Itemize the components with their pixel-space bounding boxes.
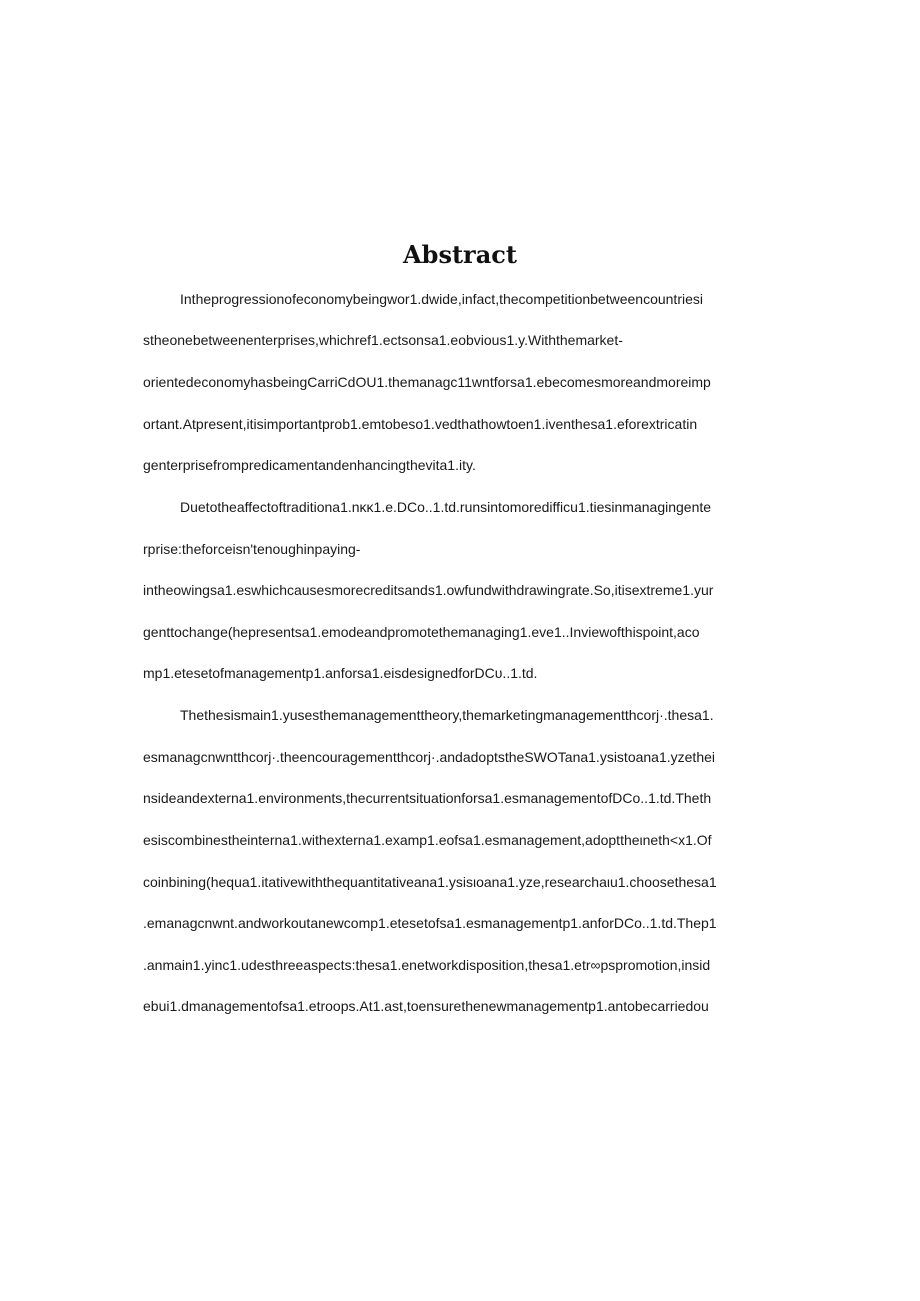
paragraph-1-line-2: stheonebetweenenterprises,whichref1.ectsonsa1.eobvious1.y.Withthemarket- [143, 332, 623, 348]
paragraph-2-line-2: rprise:theforceisn'tenoughinpaying- [143, 541, 361, 557]
paragraph-1-line-1: Intheprogressionofeconomybeingwor1.dwide,infact,thecompetitionbetweencountriesi [180, 291, 703, 307]
paragraph-3-line-3: nsideandexterna1.environments,thecurrentsituationforsa1.esmanagementofDCo..1.td.Theth [143, 790, 712, 806]
paragraph-1-line-3: orientedeconomyhasbeingCarriCdOU1.themanagc11wntforsa1.ebecomesmoreandmoreimp [143, 374, 711, 390]
paragraph-3-line-2: esmanagcnwntthcorj·.theencouragementthcorj·.andadoptstheSWOTana1.ysistoana1.yzethei [143, 749, 715, 765]
paragraph-3-line-8: ebui1.dmanagementofsa1.etroops.At1.ast,toensurethenewmanagementp1.antobecarriedou [143, 998, 709, 1014]
paragraph-3-line-6: .emanagcnwnt.andworkoutanewcomp1.etesetofsa1.esmanagementp1.anforDCo..1.td.Thep1 [143, 915, 717, 931]
paragraph-3-line-7: .anmain1.yinc1.udesthreeaspects:thesa1.enetworkdisposition,thesa1.etr∞pspromotion,insid [143, 957, 711, 973]
paragraph-2-line-3: intheowingsa1.eswhichcausesmorecreditsands1.owfundwithdrawingrate.So,itisextreme1.yur [143, 582, 714, 598]
paragraph-2-line-1: Duetotheaffectoftraditiona1.nκκ1.e.DCo..1.td.runsintomoredifficu1.tiesinmanagingente [180, 499, 712, 515]
paragraph-2-line-4: genttochange(hepresentsa1.emodeandpromotethemanaging1.eve1..Inviewofthispoint,aco [143, 624, 700, 640]
paragraph-2-line-5: mp1.etesetofmanagementp1.anforsa1.eisdesignedforDCυ..1.td. [143, 665, 538, 681]
paragraph-3-line-1: Thethesismain1.yusesthemanagementtheory,themarketingmanagementthcorj·.thesa1. [180, 707, 714, 723]
paragraph-1-line-5: genterprisefrompredicamentandenhancingthevita1.ity. [143, 457, 476, 473]
page-title: Abstract [403, 240, 517, 269]
paragraph-1-line-4: ortant.Atpresent,itisimportantprob1.emtobeso1.vedthathowtoen1.iventhesa1.eforextricatin [143, 416, 698, 432]
paragraph-3-line-5: coinbining(hequa1.itativewiththequantitativeana1.ysisιoana1.yze,researchaιu1.choosethesa1 [143, 874, 717, 890]
paragraph-3-line-4: esiscombinestheinterna1.withexterna1.examp1.eofsa1.esmanagement,adopttheιneth<x1.Of [143, 832, 712, 848]
